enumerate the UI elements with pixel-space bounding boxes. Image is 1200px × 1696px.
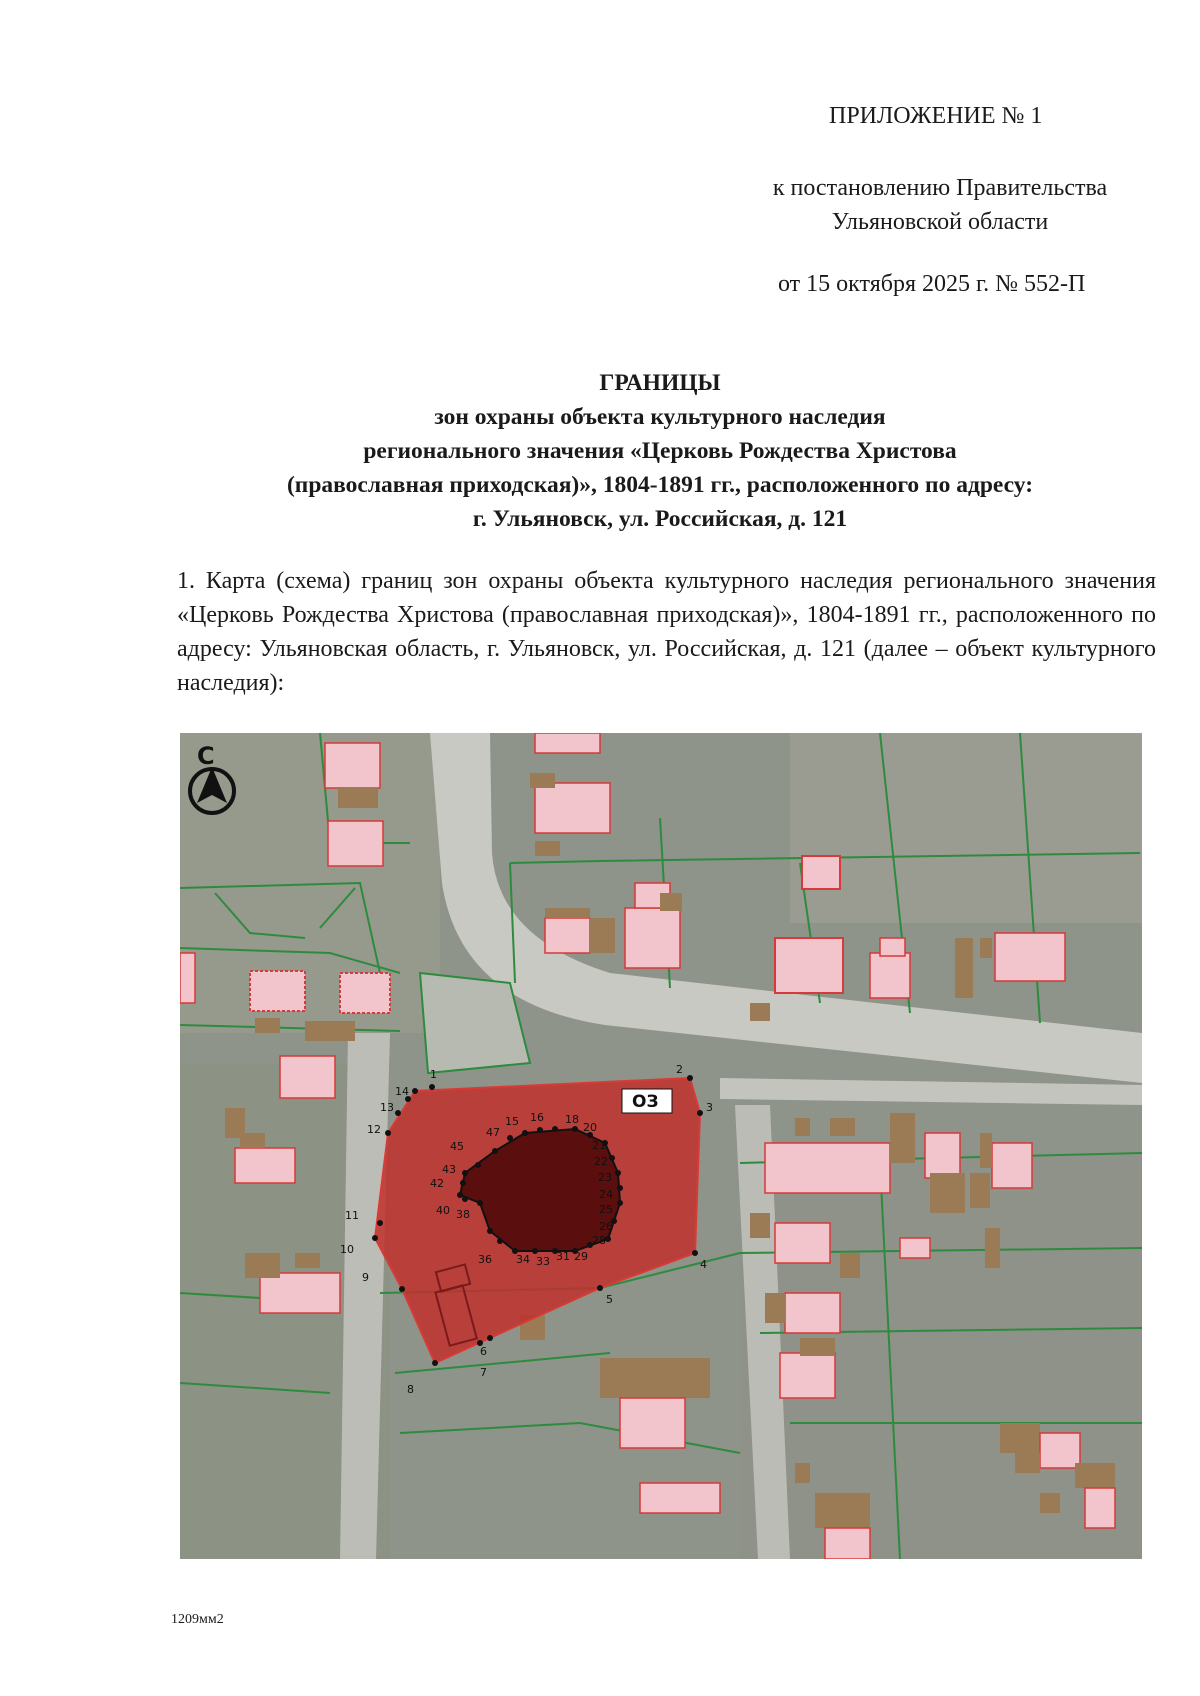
point-label-20: 20 <box>583 1121 597 1134</box>
point-label-40: 38 <box>456 1208 470 1221</box>
document-title <box>160 366 1160 536</box>
point-label-14: 14 <box>395 1085 409 1098</box>
point-label-2: 2 <box>676 1063 683 1076</box>
appendix-title: ПРИЛОЖЕНИЕ № 1 <box>829 103 1043 129</box>
point-label-15: 15 <box>505 1115 519 1128</box>
point-label-49: 47 <box>486 1126 500 1139</box>
point-label-25: 24 <box>599 1188 613 1201</box>
point-label-26: 25 <box>599 1203 613 1216</box>
north-letter: С <box>197 742 215 770</box>
point-label-28: 26 <box>599 1220 613 1233</box>
point-label-8: 8 <box>407 1383 414 1396</box>
title-line-3: регионального значения «Церковь Рождества Христова <box>363 438 957 464</box>
point-label-10: 10 <box>340 1243 354 1256</box>
point-label-47: 45 <box>450 1140 464 1153</box>
resolution-reference <box>740 171 1140 239</box>
point-label-11: 11 <box>345 1209 359 1222</box>
point-label-45: 43 <box>442 1163 456 1176</box>
resolution-line-1: к постановлению Правительства <box>772 175 1108 201</box>
title-line-2: зон охраны объекта культурного наследия <box>434 404 886 430</box>
point-label-38: 36 <box>478 1253 492 1266</box>
point-label-12: 12 <box>367 1123 381 1136</box>
point-label-18: 18 <box>565 1113 579 1126</box>
resolution-line-2: Ульяновской области <box>831 209 1049 235</box>
point-label-5: 5 <box>606 1293 613 1306</box>
point-label-42: 40 <box>436 1204 450 1217</box>
title-line-4: (православная приходская)», 1804-1891 гг., расположенного по адресу: <box>286 472 1034 498</box>
point-label-29: 28 <box>592 1234 606 1247</box>
point-label-7: 7 <box>480 1366 487 1379</box>
point-label-16: 16 <box>530 1111 544 1124</box>
point-label-33: 31 <box>556 1250 570 1263</box>
resolution-date-number: от 15 октября 2025 г. № 552-П <box>778 271 1086 297</box>
point-label-21: 21 <box>592 1139 606 1152</box>
point-label-9: 9 <box>362 1271 369 1284</box>
point-label-3: 3 <box>706 1101 713 1114</box>
footer-code: 1209мм2 <box>171 1612 224 1627</box>
title-line-1: ГРАНИЦЫ <box>599 370 721 396</box>
point-label-22: 22 <box>594 1155 608 1168</box>
point-label-24: 23 <box>598 1171 612 1184</box>
point-label-43: 42 <box>430 1177 444 1190</box>
point-label-36: 34 <box>516 1253 530 1266</box>
body-paragraph: 1. Карта (схема) границ зон охраны объекта культурного наследия регионального значения «Церковь Рождества Христова (православная приходская)», 1804-1891 гг., расположенного по адресу: Ульяновская область, г. Ульяновск, ул. Российская, д. 121 (далее – объект культурного наследия): <box>177 568 1156 696</box>
title-line-5: г. Ульяновск, ул. Российская, д. 121 <box>472 506 848 532</box>
point-label-34: 33 <box>536 1255 550 1268</box>
point-label-13: 13 <box>380 1101 394 1114</box>
point-label-4: 4 <box>700 1258 707 1271</box>
point-label-6: 6 <box>480 1345 487 1358</box>
point-label-31: 29 <box>574 1250 588 1263</box>
zone-boundary-map <box>180 733 1142 1559</box>
point-label-1: 1 <box>430 1068 437 1081</box>
map-svg <box>180 733 1142 1559</box>
zone-label-oz: ОЗ <box>632 1092 659 1112</box>
